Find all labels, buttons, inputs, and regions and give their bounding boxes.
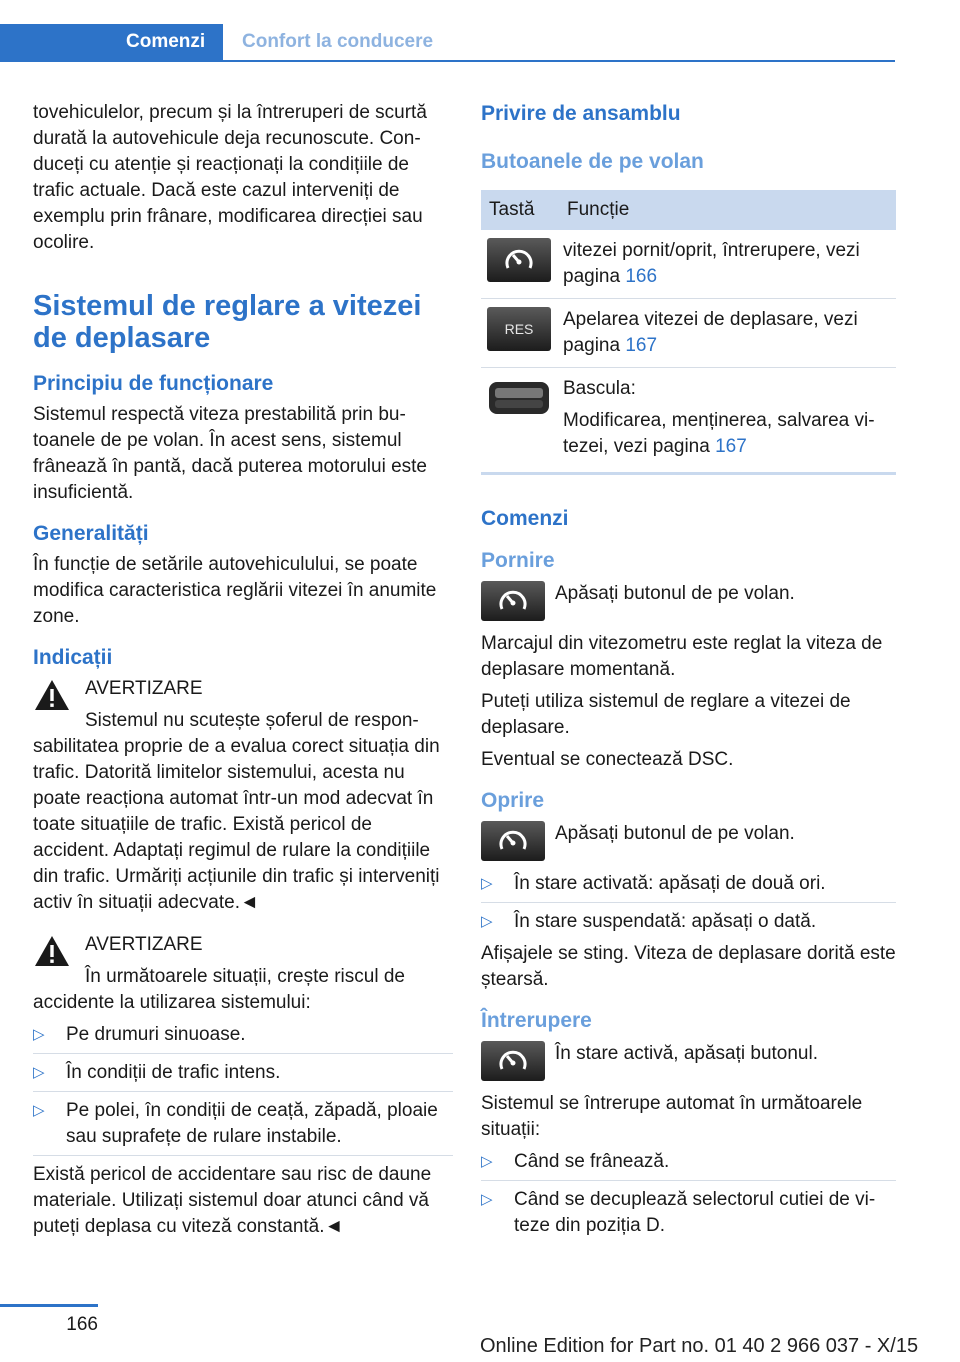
page-link[interactable]: 167 bbox=[715, 436, 747, 457]
arrow-bullet-icon: ▷ bbox=[481, 875, 493, 892]
stop-instruction: Apăsați butonul de pe volan. bbox=[481, 821, 896, 861]
page-link[interactable]: 167 bbox=[625, 335, 658, 356]
buttons-heading: Butoanele de pe volan bbox=[481, 150, 704, 173]
column-header-function: Funcție bbox=[559, 190, 896, 230]
header-tab-inactive[interactable]: Confort la conducere bbox=[242, 31, 434, 52]
stop-after-paragraph: Afișajele se sting. Viteza de deplasare dorită este ștearsă. bbox=[481, 943, 896, 990]
start-paragraph-1: Marcajul din vitezometru este reglat la viteza de deplasare momentană. bbox=[481, 633, 883, 680]
edition-note: Online Edition for Part no. 01 40 2 966 037 - X/15 bbox=[480, 1335, 919, 1357]
right-column bbox=[481, 100, 896, 1245]
closing-paragraph: Există pericol de accidentare sau risc de daune materiale. Utilizați sistemul doar atunci când vă puteți deplasa cu viteză constantă.◄ bbox=[33, 1164, 432, 1237]
page-header bbox=[0, 24, 895, 62]
principle-heading: Principiu de funcționare bbox=[33, 372, 274, 395]
risk-list bbox=[33, 1022, 453, 1156]
cruise-control-icon bbox=[487, 238, 551, 282]
table-row: RES Apelarea vitezei de deplasare, vezi pagina 167 bbox=[481, 299, 896, 368]
list-item: ▷ Când se frânează. bbox=[481, 1149, 896, 1181]
warning-text: În următoarele situații, crește riscul de accidente la utilizarea sistemului: bbox=[33, 966, 405, 1013]
left-column bbox=[33, 100, 453, 1246]
list-item: ▷ Pe drumuri sinuoase. bbox=[33, 1022, 453, 1054]
arrow-bullet-icon: ▷ bbox=[33, 1026, 45, 1043]
warning-label: AVERTIZARE bbox=[85, 678, 203, 699]
steering-buttons-table bbox=[481, 190, 896, 475]
table-header-row bbox=[481, 190, 896, 230]
column-header-key: Tastă bbox=[481, 190, 559, 230]
warning-triangle-icon bbox=[33, 934, 71, 968]
interrupt-instruction: În stare activă, apăsați butonul. bbox=[481, 1041, 896, 1081]
stop-heading: Oprire bbox=[481, 789, 545, 812]
header-tab-active[interactable]: Comenzi bbox=[0, 24, 223, 60]
list-item: ▷ În stare suspendată: apăsați o dată. bbox=[481, 909, 896, 935]
start-heading: Pornire bbox=[481, 549, 555, 572]
footer-rule bbox=[0, 1304, 98, 1307]
stop-list bbox=[481, 871, 896, 935]
interrupt-text: Sistemul se întrerupe automat în următoarele situații: bbox=[481, 1093, 863, 1140]
cruise-control-icon bbox=[481, 821, 545, 861]
list-item: ▷ În condiții de trafic intens. bbox=[33, 1060, 453, 1092]
table-row: vitezei pornit/oprit, întrerupere, vezi pagina 166 bbox=[481, 230, 896, 299]
table-row: Bascula: Modificarea, menținerea, salvarea vitezei, vezi pagina 167 bbox=[481, 368, 896, 474]
start-instruction: Apăsați butonul de pe volan. bbox=[481, 581, 896, 621]
start-paragraph-3: Eventual se conectează DSC. bbox=[481, 749, 734, 770]
hints-heading: Indicații bbox=[33, 646, 113, 669]
rocker-switch-icon bbox=[487, 376, 551, 420]
res-button: RES bbox=[487, 307, 551, 351]
warning-text: Sistemul nu scutește șoferul de responsabilitatea proprie de a evalua corect situația din trafic. Datorită limitelor sistemului, acesta nu poate reacționa automat într-un mod adecvat în toate situațiile de trafic. Există pericol de accident. Adaptați regimul de rulare la condițiile din trafic. Urmăriți acțiunile din trafic și interveniți activ în situații adecvate.◄ bbox=[33, 710, 440, 913]
general-heading: Generalități bbox=[33, 522, 149, 545]
warning-block-1 bbox=[33, 676, 453, 916]
principle-text: Sistemul respectă viteza prestabilită prin butoanele de pe volan. În acest sens, sistemul frânează în pantă, dacă puterea motorului este insuficientă. bbox=[33, 404, 427, 503]
start-paragraph-2: Puteți utiliza sistemul de reglare a vitezei de deplasare. bbox=[481, 691, 851, 738]
arrow-bullet-icon: ▷ bbox=[481, 913, 493, 930]
warning-triangle-icon bbox=[33, 678, 71, 712]
general-text: În funcție de setările autovehiculului, se poate modifica caracteristica reglării vitezei în anumite zone. bbox=[33, 554, 437, 627]
controls-heading: Comenzi bbox=[481, 507, 569, 530]
warning-block-2 bbox=[33, 932, 453, 1016]
arrow-bullet-icon: ▷ bbox=[33, 1102, 45, 1119]
list-item: ▷ Pe polei, în condiții de ceață, zăpadă, ploaie sau suprafețe de rulare instabile. bbox=[33, 1098, 453, 1156]
section-title: Sistemul de reglare a vitezei de deplasare bbox=[33, 290, 422, 354]
overview-heading: Privire de ansamblu bbox=[481, 102, 681, 125]
list-item: ▷ Când se decuplează selectorul cutiei de viteze din poziția D. bbox=[481, 1189, 876, 1236]
arrow-bullet-icon: ▷ bbox=[481, 1191, 493, 1208]
cruise-control-icon bbox=[481, 581, 545, 621]
intro-paragraph: tovehiculelor, precum și la întreruperi de scurtă durată la autovehicule deja recunoscute. Conduceți cu atenție și reacționați la condițiile de trafic actuale. Dacă este cazul interveniți de exemplu prin frânare, modificarea direcției sau ocolire. bbox=[33, 102, 427, 253]
cruise-control-icon bbox=[481, 1041, 545, 1081]
arrow-bullet-icon: ▷ bbox=[33, 1064, 45, 1081]
interrupt-list bbox=[481, 1149, 896, 1239]
list-item: ▷ În stare activată: apăsați de două ori. bbox=[481, 871, 896, 903]
page-number: 166 bbox=[66, 1314, 98, 1335]
arrow-bullet-icon: ▷ bbox=[481, 1153, 493, 1170]
page-link[interactable]: 166 bbox=[625, 266, 658, 287]
warning-label: AVERTIZARE bbox=[85, 934, 203, 955]
interrupt-heading: Întrerupere bbox=[481, 1009, 592, 1032]
